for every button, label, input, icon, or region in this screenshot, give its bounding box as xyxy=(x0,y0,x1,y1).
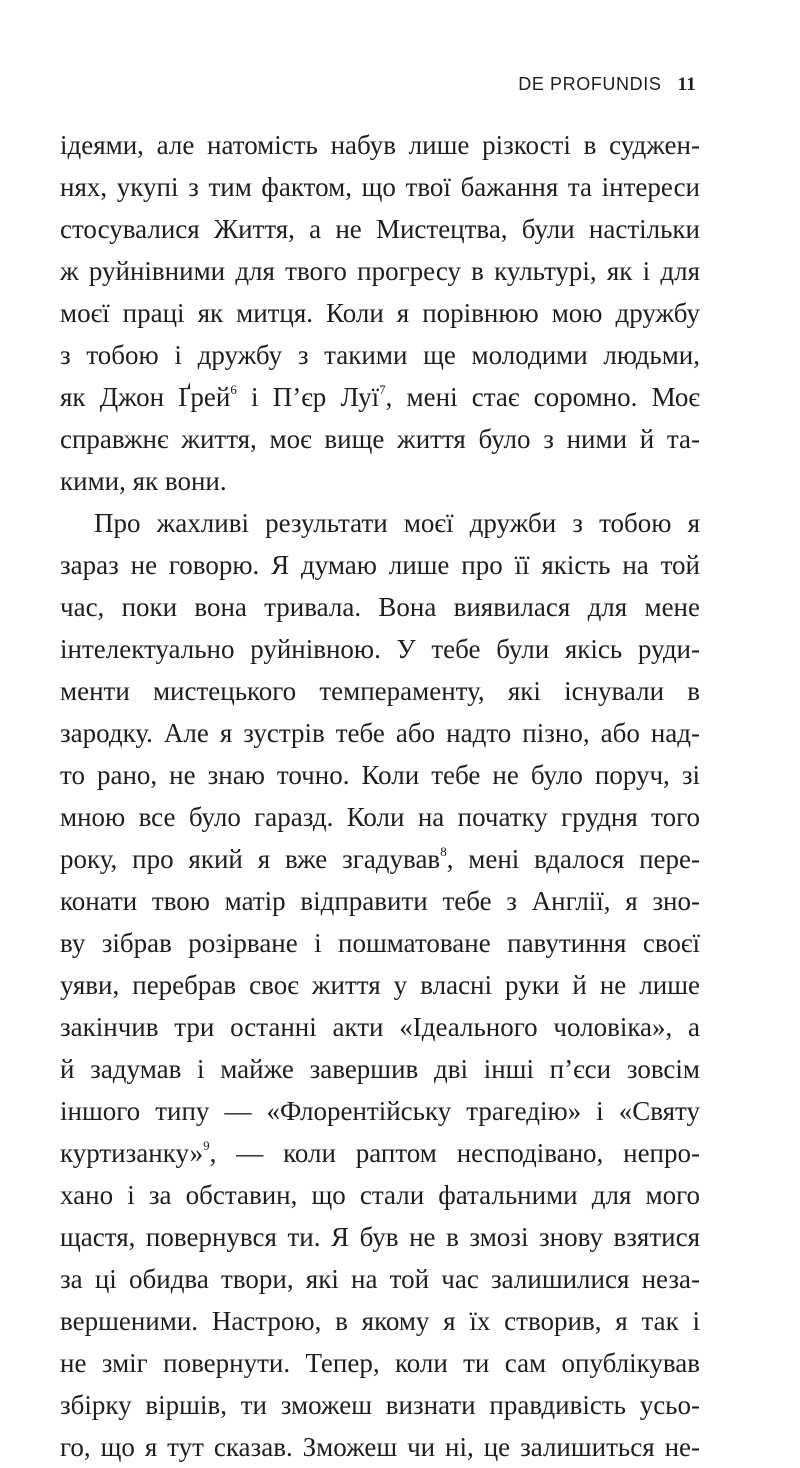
text-line xyxy=(60,418,700,460)
text-line xyxy=(60,1300,700,1342)
text-line xyxy=(60,1132,700,1174)
text-segment: моєї праці як митця. Коли я порівнюю мою дружбу xyxy=(60,298,700,328)
text-line xyxy=(60,1258,700,1300)
text-segment: мною все було гаразд. Коли на початку грудня того xyxy=(60,802,700,832)
text-segment: хано і за обставин, що стали фатальними для мого xyxy=(60,1180,700,1210)
text-line xyxy=(60,964,700,1006)
text-segment: Про жахливі результати моєї дружби з тобою я xyxy=(94,508,700,538)
text-segment: щастя, повернувся ти. Я був не в змозі знову взятися xyxy=(60,1222,700,1252)
text-segment: зародку. Але я зустрів тебе або надто пізно, або над- xyxy=(60,718,700,748)
text-segment: ву зібрав розірване і пошматоване павутиння своєї xyxy=(60,928,700,958)
text-line xyxy=(60,334,700,376)
text-line xyxy=(60,1090,700,1132)
text-segment: , мені вдалося пере- xyxy=(446,844,700,874)
text-line xyxy=(60,712,700,754)
footnote-marker: 9 xyxy=(203,1138,210,1153)
book-title: DE PROFUNDIS xyxy=(518,74,662,94)
text-segment: нях, укупі з тим фактом, що твої бажання та інтереси xyxy=(60,172,700,202)
text-line xyxy=(60,376,700,418)
text-segment: справжнє життя, моє вище життя було з ними й та- xyxy=(60,424,700,454)
text-line xyxy=(60,838,700,880)
footnote-marker: 6 xyxy=(230,382,237,397)
text-segment: , — коли раптом несподівано, непро- xyxy=(209,1138,700,1168)
text-segment: не зміг повернути. Тепер, коли ти сам опублікував xyxy=(60,1348,700,1378)
footnote-marker: 7 xyxy=(379,382,386,397)
paragraph xyxy=(60,502,700,1468)
text-segment: конати твою матір відправити тебе з Англії, я зно- xyxy=(60,886,700,916)
text-line xyxy=(60,922,700,964)
text-segment: стосувалися Життя, а не Мистецтва, були настільки xyxy=(60,214,700,244)
text-segment: і П’єр Луї xyxy=(236,382,380,412)
text-line xyxy=(60,754,700,796)
text-line xyxy=(60,544,700,586)
text-segment: , мені стає соромно. Моє xyxy=(385,382,700,412)
text-segment: зараз не говорю. Я думаю лише про її якість на той xyxy=(60,550,700,580)
text-line xyxy=(60,628,700,670)
text-line xyxy=(60,1426,700,1468)
text-segment: час, поки вона тривала. Вона виявилася для мене xyxy=(60,592,700,622)
text-line xyxy=(60,460,700,502)
text-segment: вершеними. Настрою, в якому я їх створив, я так і xyxy=(60,1306,700,1336)
text-segment: менти мистецького темпераменту, які існували в xyxy=(60,676,700,706)
text-line xyxy=(60,1006,700,1048)
text-line xyxy=(60,1216,700,1258)
text-segment: кими, як вони. xyxy=(60,466,227,496)
text-segment: за ці обидва твори, які на той час залишилися неза- xyxy=(60,1264,700,1294)
text-line xyxy=(60,502,700,544)
text-segment: інтелектуально руйнівною. У тебе були якісь руди- xyxy=(60,634,700,664)
footnote-marker: 8 xyxy=(440,844,447,859)
text-segment: іншого типу — «Флорентійську трагедію» і «Святу xyxy=(60,1096,700,1126)
text-segment: куртизанку» xyxy=(60,1138,204,1168)
text-line xyxy=(60,124,700,166)
paragraph xyxy=(60,124,700,502)
page-number: 11 xyxy=(677,74,696,95)
text-line xyxy=(60,166,700,208)
text-segment: го, що я тут сказав. Зможеш чи ні, це залишиться не- xyxy=(60,1432,700,1462)
text-line xyxy=(60,250,700,292)
text-segment: року, про який я вже згадував xyxy=(60,844,441,874)
text-segment: як Джон Ґрей xyxy=(60,382,231,412)
text-line xyxy=(60,1384,700,1426)
text-line xyxy=(60,880,700,922)
text-line xyxy=(60,1342,700,1384)
text-segment: уяви, перебрав своє життя у власні руки й не лише xyxy=(60,970,700,1000)
text-segment: з тобою і дружбу з такими ще молодими людьми, xyxy=(60,340,700,370)
text-line xyxy=(60,796,700,838)
text-line xyxy=(60,670,700,712)
text-segment: збірку віршів, ти зможеш визнати правдивість усьо- xyxy=(60,1390,700,1420)
text-segment: закінчив три останні акти «Ідеального чоловіка», а xyxy=(60,1012,700,1042)
text-line xyxy=(60,586,700,628)
text-segment: й задумав і майже завершив дві інші п’єси зовсім xyxy=(60,1054,700,1084)
running-header xyxy=(518,74,696,96)
text-line xyxy=(60,1174,700,1216)
text-segment: то рано, не знаю точно. Коли тебе не було поруч, зі xyxy=(60,760,700,790)
text-segment: ж руйнівними для твого прогресу в культурі, як і для xyxy=(60,256,700,286)
text-segment: ідеями, але натомість набув лише різкості в суджен- xyxy=(60,130,700,160)
text-line xyxy=(60,208,700,250)
body-text xyxy=(60,124,700,1468)
text-line xyxy=(60,1048,700,1090)
text-line xyxy=(60,292,700,334)
